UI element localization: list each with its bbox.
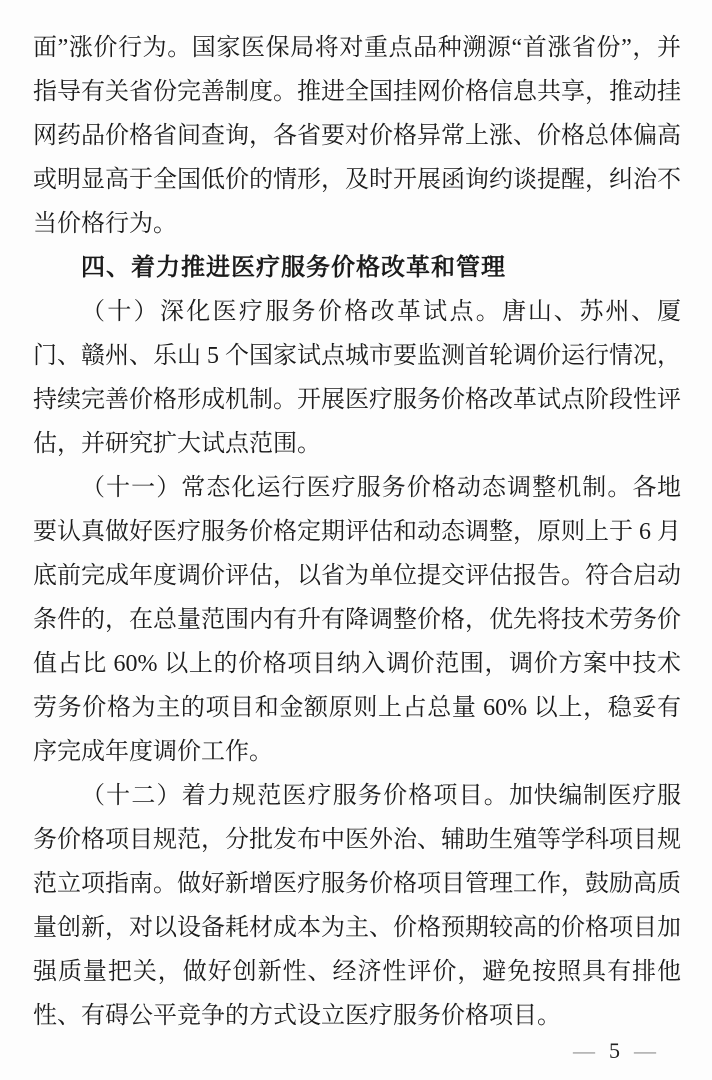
paragraph-text: 加快编制医疗服务价格项目规范，分批发布中医外治、辅助生殖等学科项目规范立项指南。做好新增医疗服务价格项目管理工作，鼓励高质量创新，对以设备耗材成本为主、价格预期较高的价格项目加强质量把关，做好创新性、经济性评价，避免按照具有排他性、有碍公平竞争的方式设立医疗服务价格项目。 (33, 783, 682, 1029)
page-footer (567, 1040, 662, 1062)
paragraph-text: 各地要认真做好医疗服务价格定期评估和动态调整，原则上于 6 月底前完成年度调价评估，以省为单位提交评估报告。符合启动条件的，在总量范围内有升有降调整价格，优先将技术劳务价值占比 60% 以上的价格项目纳入调价范围，调价方案中技术劳务价格为主的项目和金额原则上占总量 60% 以上，稳妥有序完成年度调价工作。 (33, 475, 682, 765)
paragraph-lead: （十）深化医疗服务价格改革试点。 (81, 299, 503, 325)
paragraph-item-12 (33, 774, 681, 1038)
paragraph-item-11 (33, 466, 681, 774)
paragraph-item-10 (33, 290, 681, 466)
page-number: 5 (609, 1038, 620, 1063)
continuation-paragraph: 面”涨价行为。国家医保局将对重点品种溯源“首涨省份”，并指导有关省份完善制度。推进全国挂网价格信息共享，推动挂网药品价格省间查询，各省要对价格异常上涨、价格总体偏高或明显高于全国低价的情形，及时开展函询约谈提醒，纠治不当价格行为。 (33, 35, 681, 237)
document-body (33, 26, 681, 1038)
paragraph-lead: （十二）着力规范医疗服务价格项目。 (81, 783, 509, 809)
paragraph-text: 唐山、苏州、厦门、赣州、乐山 5 个国家试点城市要监测首轮调价运行情况，持续完善价格形成机制。开展医疗服务价格改革试点阶段性评估，并研究扩大试点范围。 (33, 299, 682, 457)
paragraph-lead: （十一）常态化运行医疗服务价格动态调整机制。 (81, 475, 633, 501)
footer-dash-left: — (573, 1038, 595, 1063)
footer-dash-right: — (634, 1038, 656, 1063)
section-heading: 四、着力推进医疗服务价格改革和管理 (81, 254, 506, 281)
